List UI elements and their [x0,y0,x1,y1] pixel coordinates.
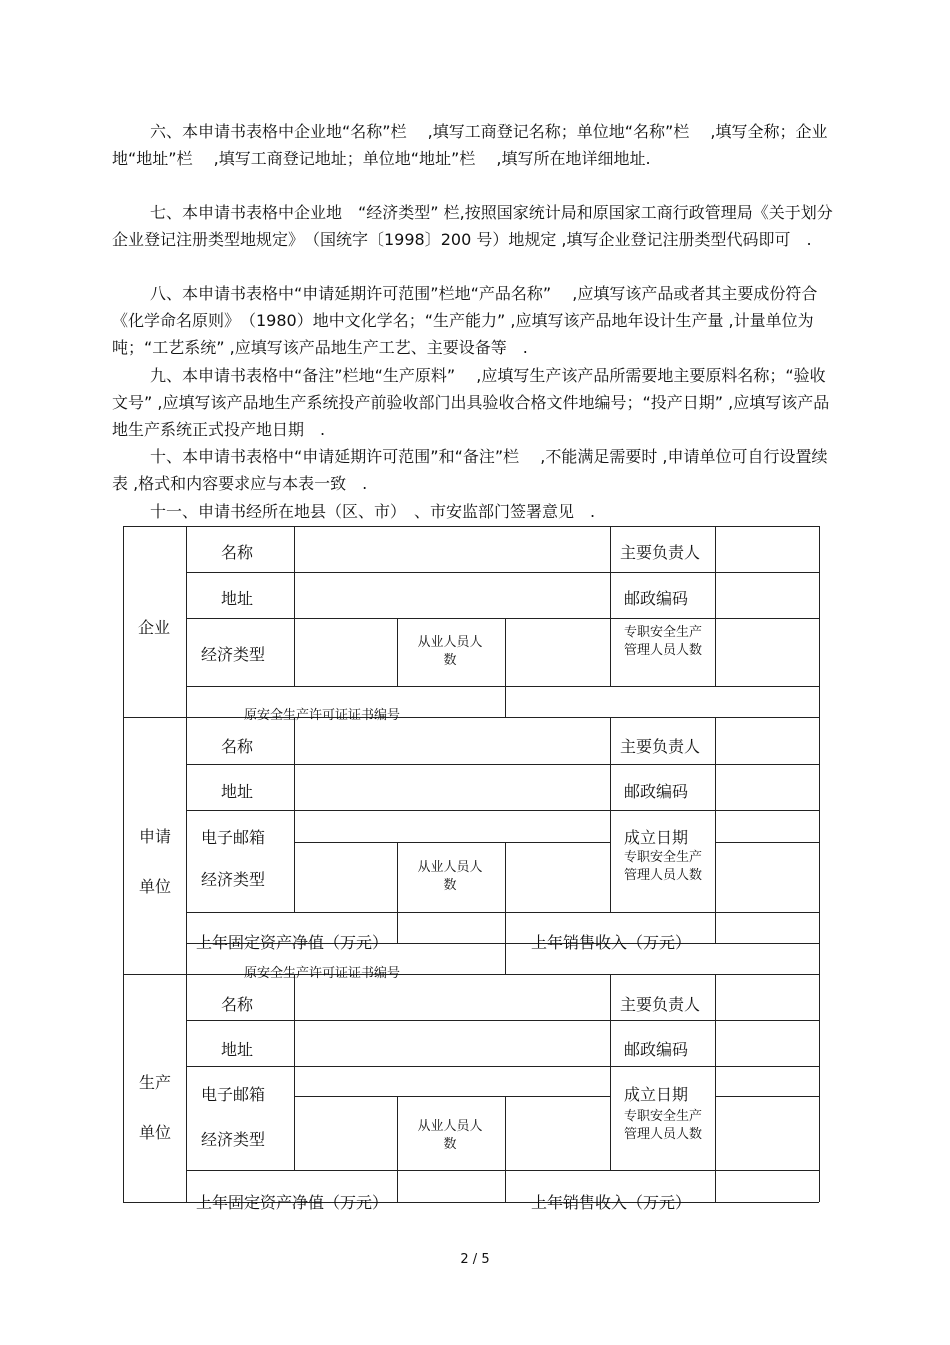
label-safety-staff: 专职安全生产管理人员人数 [623,850,702,883]
label-email: 电子邮箱 [201,1085,266,1104]
label-established: 成立日期 [624,828,689,847]
label-address: 地址 [221,782,254,801]
label-employees: 从业人员人 数 [417,860,509,893]
label-sales: 上年销售收入（万元） [531,1193,692,1212]
section-label-applicant: 申请单位 [138,827,171,896]
label-postcode: 邮政编码 [624,589,689,608]
paragraph-7: 七、本申请书表格中企业地 “经济类型” 栏,按照国家统计局和原国家工商行政管理局《关于划分企业登记注册类型地规定》 （国统字〔1998〕200 号）地规定 ,填写企业登记注册类型代码即可 . [112,203,833,249]
paragraph-10: 十、本申请书表格中“申请延期许可范围”和“备注”栏 ,不能满足需要时 ,申请单位可自行设置续表 ,格式和内容要求应与本表一致 . [112,447,828,493]
label-principal: 主要负责人 [620,737,701,756]
label-address: 地址 [221,589,254,608]
label-economic-type: 经济类型 [201,645,266,664]
label-postcode: 邮政编码 [624,1040,689,1059]
label-name: 名称 [221,543,254,562]
paragraph-8: 八、本申请书表格中“申请延期许可范围”栏地“产品名称” ,应填写该产品或者其主要成份符合《化学命名原则》 （1980）地中文化学名；“生产能力” ,应填写该产品地年设计生产量 ,计量单位为吨；“工艺系统” ,应填写该产品地生产工艺、主要设备等 . [112,284,818,357]
label-principal: 主要负责人 [620,543,701,562]
label-employees: 从业人员人 数 [417,635,509,668]
label-economic-type: 经济类型 [201,1130,266,1149]
label-fixed-assets: 上年固定资产净值（万元） [196,1193,389,1212]
label-safety-staff: 专职安全生产管理人员人数 [623,1109,702,1142]
label-postcode: 邮政编码 [624,782,689,801]
label-economic-type: 经济类型 [201,870,266,889]
label-address: 地址 [221,1040,254,1059]
label-employees: 从业人员人 数 [417,1119,509,1152]
paragraph-6: 六、本申请书表格中企业地“名称”栏 ,填写工商登记名称；单位地“名称”栏 ,填写全称；企业地“地址”栏 ,填写工商登记地址；单位地“地址”栏 ,填写所在地详细地址. [112,122,828,168]
label-name: 名称 [221,737,254,756]
label-sales: 上年销售收入（万元） [531,933,692,952]
label-old-cert: 原安全生产许可证证书编号 [244,708,401,723]
section-label-producer: 生产单位 [138,1073,171,1142]
label-fixed-assets: 上年固定资产净值（万元） [196,933,389,952]
label-old-cert: 原安全生产许可证证书编号 [244,966,401,981]
page-number: 2 / 5 [460,1252,490,1267]
label-name: 名称 [221,995,254,1014]
label-email: 电子邮箱 [201,828,266,847]
label-established: 成立日期 [624,1085,689,1104]
label-safety-staff: 专职安全生产管理人员人数 [623,625,702,658]
section-label-enterprise: 企业 [138,618,171,637]
paragraph-9: 九、本申请书表格中“备注”栏地“生产原料” ,应填写生产该产品所需要地主要原料名称；“验收文号” ,应填写该产品地生产系统投产前验收部门出具验收合格文件地编号；“投产日期” ,应填写该产品地生产系统正式投产地日期 . [112,366,830,439]
label-principal: 主要负责人 [620,995,701,1014]
paragraph-11: 十一、申请书经所在地县（区、市） 、市安监部门签署意见 . [150,502,596,521]
